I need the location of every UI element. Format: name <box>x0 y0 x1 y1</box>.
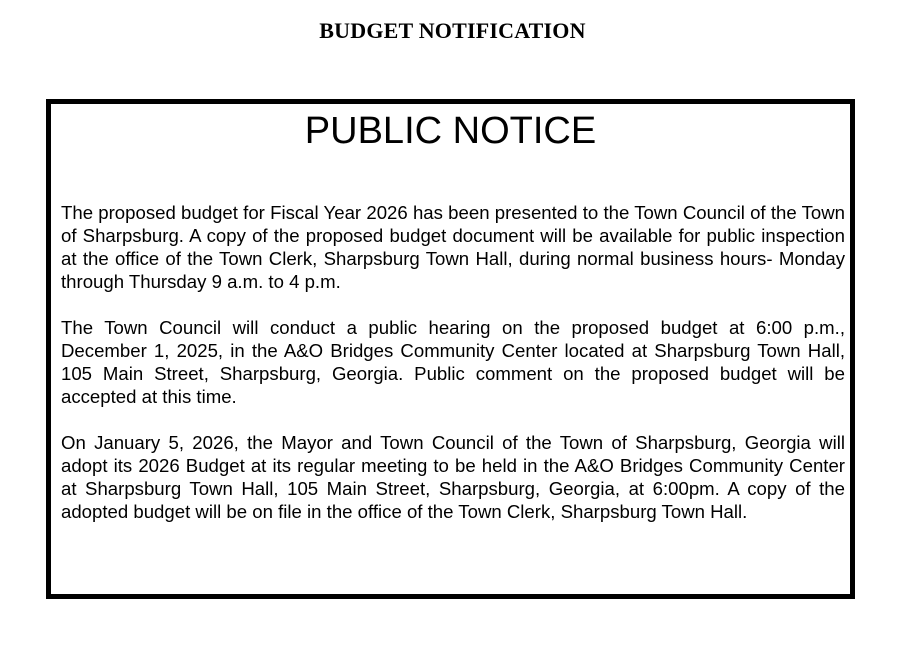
public-notice-box <box>46 99 855 599</box>
notice-title: PUBLIC NOTICE <box>304 110 597 152</box>
notice-body <box>61 201 845 546</box>
document-heading: BUDGET NOTIFICATION <box>319 18 586 43</box>
notice-paragraph-budget-availability: The proposed budget for Fiscal Year 2026 has been presented to the Town Council of the Town of Sharpsburg. A copy of the proposed budget document will be available for public inspection at the office of the Town Clerk, Sharpsburg Town Hall, during normal business hours- Monday through Thursday 9 a.m. to 4 p.m. <box>61 202 845 292</box>
notice-paragraph-budget-adoption: On January 5, 2026, the Mayor and Town Council of the Town of Sharpsburg, Georgia will adopt its 2026 Budget at its regular meeting to be held in the A&O Bridges Community Center at Sharpsburg Town Hall, 105 Main Street, Sharpsburg, Georgia, at 6:00pm. A copy of the adopted budget will be on file in the office of the Town Clerk, Sharpsburg Town Hall. <box>61 432 845 522</box>
notice-paragraph-public-hearing: The Town Council will conduct a public hearing on the proposed budget at 6:00 p.m., December 1, 2025, in the A&O Bridges Community Center located at Sharpsburg Town Hall, 105 Main Street, Sharpsburg, Georgia. Public comment on the proposed budget will be accepted at this time. <box>61 317 845 407</box>
